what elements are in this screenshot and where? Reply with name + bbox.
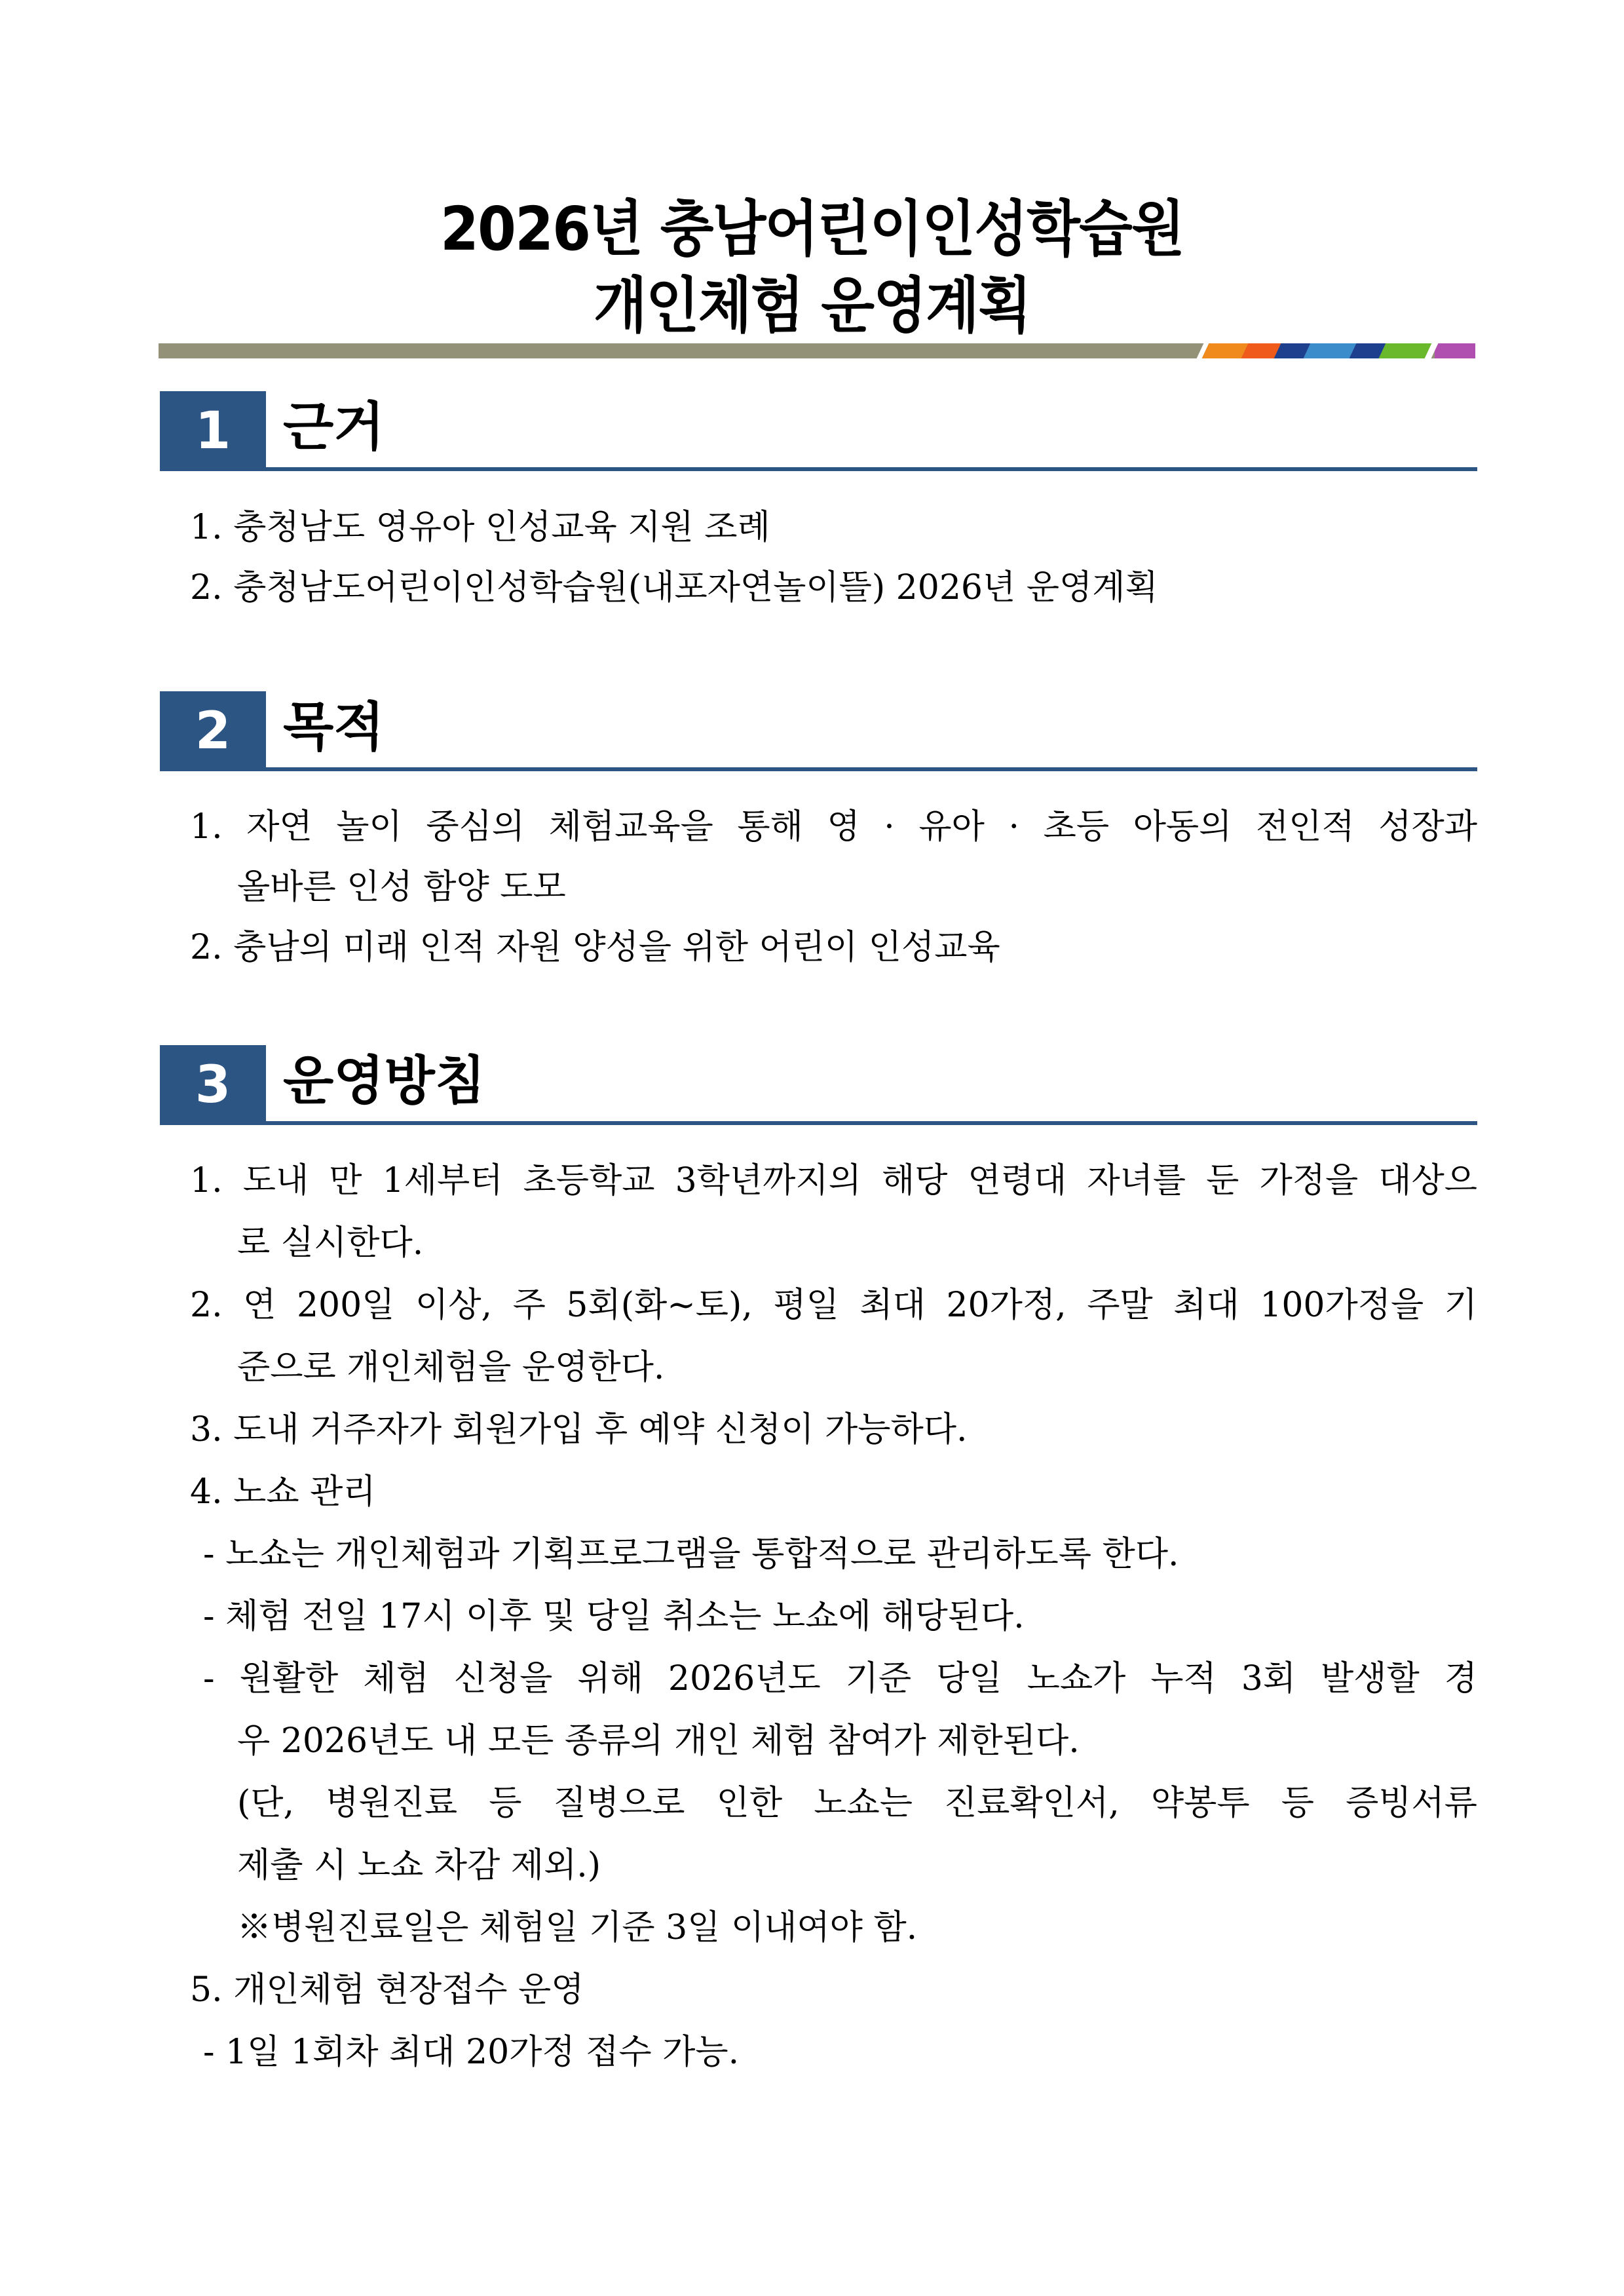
list-item: 2. 충청남도어린이인성학습원(내포자연놀이뜰) 2026년 운영계획 [190, 568, 1158, 607]
list-item: 2. 연 200일 이상, 주 5회(화~토), 평일 최대 20가정, 주말 최대 100가정을 기 [190, 1286, 1477, 1325]
section-number: 3 [160, 1045, 266, 1125]
list-item: 4. 노쇼 관리 [190, 1472, 376, 1512]
list-item-continuation: 준으로 개인체험을 운영한다. [237, 1348, 665, 1387]
title-line-2: 개인체험 운영계획 [593, 271, 1030, 341]
sub-item-continuation: 우 2026년도 내 모든 종류의 개인 체험 참여가 제한된다. [237, 1721, 1080, 1761]
section-header-3 [160, 1045, 1477, 1125]
list-item: 2. 충남의 미래 인적 자원 양성을 위한 어린이 인성교육 [190, 928, 1000, 967]
color-stripe-decoration [1200, 343, 1475, 358]
list-item: 1. 도내 만 1세부터 초등학교 3학년까지의 해당 연령대 자녀를 둔 가정을 대상으 [190, 1161, 1477, 1200]
section-divider [266, 1121, 1477, 1125]
section-header-2 [160, 691, 1477, 771]
section-number: 1 [160, 391, 266, 471]
list-item-continuation: 로 실시한다. [237, 1223, 424, 1263]
sub-item: - 원활한 체험 신청을 위해 2026년도 기준 당일 노쇼가 누적 3회 발생할 경 [203, 1659, 1477, 1698]
sub-item: - 체험 전일 17시 이후 및 당일 취소는 노쇼에 해당된다. [203, 1597, 1025, 1636]
section-header-1 [160, 391, 1477, 471]
title-line-1: 2026년 충남어린이인성학습원 [440, 194, 1184, 264]
list-item: 3. 도내 거주자가 회원가입 후 예약 신청이 가능하다. [190, 1410, 968, 1449]
title-underline-bar [159, 343, 1475, 358]
note-text: 제출 시 노쇼 차감 제외.) [237, 1846, 601, 1885]
list-item: 1. 충청남도 영유아 인성교육 지원 조례 [190, 508, 770, 547]
note-remark: ※병원진료일은 체험일 기준 3일 이내여야 함. [237, 1908, 918, 1947]
sub-item: - 노쇼는 개인체험과 기획프로그램을 통합적으로 관리하도록 한다. [203, 1535, 1179, 1574]
list-item: 5. 개인체험 현장접수 운영 [190, 1970, 584, 2010]
note-text: (단, 병원진료 등 질병으로 인한 노쇼는 진료확인서, 약봉투 등 증빙서류 [237, 1784, 1477, 1823]
section-title: 목적 [283, 697, 385, 757]
list-item-continuation: 올바른 인성 함양 도모 [237, 868, 566, 907]
section-divider [266, 467, 1477, 471]
section-divider [266, 767, 1477, 771]
sub-item: - 1일 1회차 최대 20가정 접수 가능. [203, 2033, 740, 2072]
section-number: 2 [160, 691, 266, 771]
section-title: 근거 [283, 396, 385, 457]
section-title: 운영방침 [283, 1050, 486, 1111]
list-item: 1. 자연 놀이 중심의 체험교육을 통해 영 · 유아 · 초등 아동의 전인적 성장과 [190, 807, 1477, 847]
